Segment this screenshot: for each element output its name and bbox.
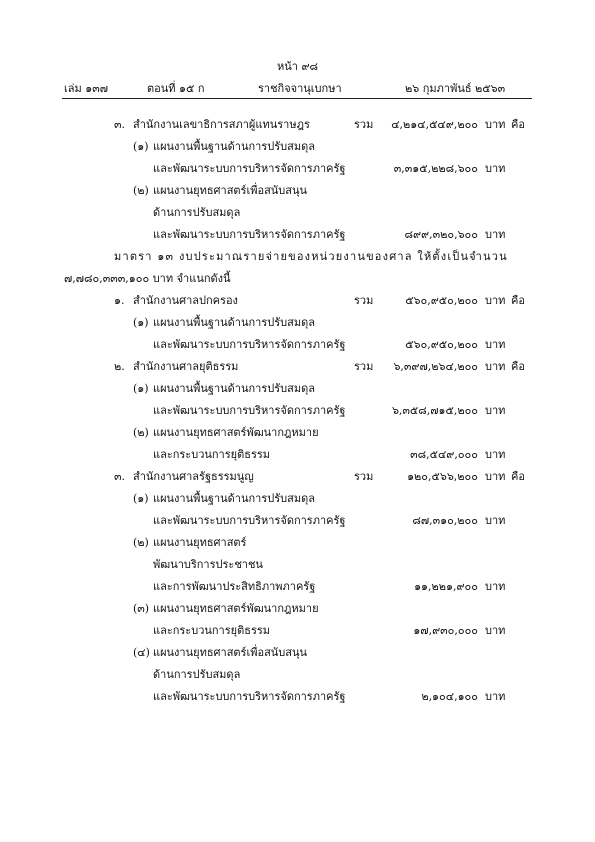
page-number: หน้า ๙๘ xyxy=(277,60,318,73)
issue-number: ตอนที่ ๑๕ ก xyxy=(147,82,205,95)
plan-unit: บาท xyxy=(485,338,506,351)
plan-unit: บาท xyxy=(485,404,506,417)
plan-amount: ๒,๑๐๔,๑๐๐ xyxy=(421,690,478,703)
section-a-total-label: รวม xyxy=(354,118,374,131)
article-heading: มาตรา ๑๓ งบประมาณรายจ่ายของหน่วยงานของศาล ให้ตั้งเป็นจำนวน xyxy=(114,250,508,263)
court-number: ๒. xyxy=(114,360,125,373)
plan-unit: บาท xyxy=(485,690,506,703)
plan-amount: ๕๖๐,๙๕๐,๒๐๐ xyxy=(405,338,478,351)
plan-line: และพัฒนาระบบการบริหารจัดการภาครัฐ xyxy=(153,690,346,703)
plan-line: และกระบวนการยุติธรรม xyxy=(153,448,271,461)
plan-unit: บาท xyxy=(485,580,506,593)
court-number: ๑. xyxy=(114,294,125,307)
plan-amount: ๓๘,๕๔๙,๐๐๐ xyxy=(410,448,478,461)
plan-line: แผนงานยุทธศาสตร์พัฒนากฎหมาย xyxy=(153,426,319,439)
header-rule xyxy=(62,98,532,99)
plan-number: (๑) xyxy=(133,140,149,153)
court-unit: บาท xyxy=(485,294,506,307)
plan-line: แผนงานยุทธศาสตร์เพื่อสนับสนุน xyxy=(153,184,308,197)
plan-line: แผนงานพื้นฐานด้านการปรับสมดุล xyxy=(153,382,315,395)
court-total-label: รวม xyxy=(354,360,374,373)
plan-number: (๒) xyxy=(133,184,149,197)
plan-amount: ๓,๓๑๕,๒๒๘,๖๐๐ xyxy=(393,162,478,175)
plan-line: และพัฒนาระบบการบริหารจัดการภาครัฐ xyxy=(153,228,346,241)
plan-line: ด้านการปรับสมดุล xyxy=(153,668,241,681)
plan-amount: ๑๑,๒๒๑,๙๐๐ xyxy=(414,580,478,593)
court-number: ๓. xyxy=(114,470,126,483)
plan-unit: บาท xyxy=(485,228,506,241)
plan-line: พัฒนาบริการประชาชน xyxy=(153,558,263,571)
court-name: สำนักงานศาลรัฐธรรมนูญ xyxy=(133,470,254,483)
plan-number: (๔) xyxy=(133,646,150,659)
plan-number: (๒) xyxy=(133,536,149,549)
plan-unit: บาท xyxy=(485,162,506,175)
plan-line: ด้านการปรับสมดุล xyxy=(153,206,241,219)
section-a-number: ๓. xyxy=(114,118,126,131)
court-suffix: คือ xyxy=(511,360,525,373)
plan-line: แผนงานพื้นฐานด้านการปรับสมดุล xyxy=(153,316,315,329)
court-total-label: รวม xyxy=(354,294,374,307)
plan-line: แผนงานยุทธศาสตร์พัฒนากฎหมาย xyxy=(153,602,319,615)
plan-unit: บาท xyxy=(485,624,506,637)
plan-amount: ๘๙๙,๓๒๐,๖๐๐ xyxy=(404,228,478,241)
court-total: ๕๖๐,๙๕๐,๒๐๐ xyxy=(405,294,478,307)
plan-number: (๓) xyxy=(133,602,150,615)
plan-amount: ๘๗,๓๑๐,๒๐๐ xyxy=(412,514,478,527)
section-a-total: ๔,๒๑๔,๕๔๙,๒๐๐ xyxy=(391,118,478,131)
plan-line: และพัฒนาระบบการบริหารจัดการภาครัฐ xyxy=(153,338,346,351)
plan-number: (๑) xyxy=(133,382,149,395)
plan-number: (๒) xyxy=(133,426,149,439)
plan-line: และพัฒนาระบบการบริหารจัดการภาครัฐ xyxy=(153,514,346,527)
court-unit: บาท xyxy=(485,360,506,373)
court-total-label: รวม xyxy=(354,470,374,483)
plan-line: และการพัฒนาประสิทธิภาพภาครัฐ xyxy=(153,580,316,593)
plan-line: และพัฒนาระบบการบริหารจัดการภาครัฐ xyxy=(153,404,346,417)
court-total: ๑๒๐,๕๖๖,๒๐๐ xyxy=(407,470,478,483)
court-name: สำนักงานศาลปกครอง xyxy=(133,294,238,307)
volume-number: เล่ม ๑๓๗ xyxy=(64,82,109,95)
section-a-suffix: คือ xyxy=(511,118,525,131)
article-continuation: ๗,๗๘๐,๓๓๓,๑๐๐ บาท จำแนกดังนี้ xyxy=(64,272,231,285)
court-suffix: คือ xyxy=(511,470,525,483)
plan-line: แผนงานพื้นฐานด้านการปรับสมดุล xyxy=(153,140,315,153)
section-a-name: สำนักงานเลขาธิการสภาผู้แทนราษฎร xyxy=(133,118,310,131)
plan-line: แผนงานพื้นฐานด้านการปรับสมดุล xyxy=(153,492,315,505)
plan-amount: ๑๗,๙๓๐,๐๐๐ xyxy=(413,624,478,637)
plan-line: และพัฒนาระบบการบริหารจัดการภาครัฐ xyxy=(153,162,346,175)
plan-unit: บาท xyxy=(485,448,506,461)
court-unit: บาท xyxy=(485,470,506,483)
section-a-unit: บาท xyxy=(485,118,506,131)
gazette-title: ราชกิจจานุเบกษา xyxy=(258,82,342,95)
court-name: สำนักงานศาลยุติธรรม xyxy=(133,360,239,373)
plan-line: แผนงานยุทธศาสตร์ xyxy=(153,536,247,549)
court-total: ๖,๓๙๗,๒๖๔,๒๐๐ xyxy=(393,360,478,373)
plan-line: และกระบวนการยุติธรรม xyxy=(153,624,271,637)
plan-amount: ๖,๓๕๘,๗๑๕,๒๐๐ xyxy=(391,404,478,417)
court-suffix: คือ xyxy=(511,294,525,307)
plan-number: (๑) xyxy=(133,316,149,329)
plan-line: แผนงานยุทธศาสตร์เพื่อสนับสนุน xyxy=(153,646,308,659)
plan-number: (๑) xyxy=(133,492,149,505)
gazette-date: ๒๖ กุมภาพันธ์ ๒๕๖๓ xyxy=(405,82,506,95)
plan-unit: บาท xyxy=(485,514,506,527)
